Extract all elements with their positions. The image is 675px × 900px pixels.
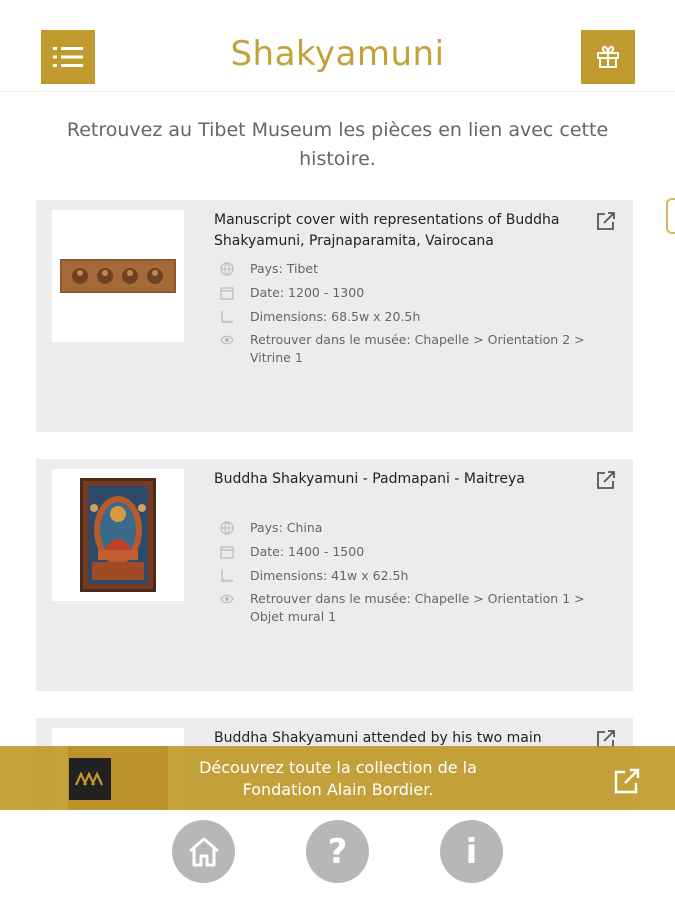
gift-button[interactable] [581,30,635,84]
intro-text: Retrouvez au Tibet Museum les pièces en lien avec cette histoire. [66,119,609,170]
question-icon: ? [327,831,348,872]
ruler-icon [220,310,234,324]
globe-icon [220,262,234,276]
item-location: Retrouver dans le musée: Chapelle > Orientation 2 > Vitrine 1 [220,331,600,367]
home-button[interactable] [172,820,235,883]
item-title[interactable]: Manuscript cover with representations of Buddha Shakyamuni, Prajnaparamita, Vairocana [214,212,560,249]
item-title[interactable]: Buddha Shakyamuni attended by his two main [214,730,542,746]
item-title[interactable]: Buddha Shakyamuni - Padmapani - Maitreya [214,471,525,487]
scroll-handle[interactable] [666,198,675,234]
item-country: Pays: China [220,519,600,537]
app-header [0,0,675,92]
item-dimensions: Dimensions: 41w x 62.5h [220,567,600,585]
foundation-logo-icon [69,758,111,800]
bottom-navigation [0,810,675,900]
collection-item-card[interactable] [36,459,633,691]
globe-icon [220,521,234,535]
page-title: Shakyamuni [230,34,445,74]
manuscript-cover-image [60,259,176,293]
item-country: Pays: Tibet [220,260,600,278]
home-icon [187,836,221,868]
gift-icon [595,44,621,70]
info-button[interactable] [440,820,503,883]
item-date: Date: 1200 - 1300 [220,284,600,302]
item-thumbnail[interactable] [52,469,184,601]
item-thumbnail[interactable] [52,210,184,342]
item-dimensions: Dimensions: 68.5w x 20.5h [220,308,600,326]
calendar-icon [220,286,234,300]
ruler-icon [220,569,234,583]
collection-banner[interactable] [0,746,675,810]
eye-icon [220,333,234,347]
banner-text[interactable]: Découvrez toute la collection de la Fondation Alain Bordier. [199,758,477,799]
eye-icon [220,592,234,606]
item-date: Date: 1400 - 1500 [220,543,600,561]
external-link-icon[interactable] [613,767,641,795]
external-link-icon[interactable] [595,210,617,232]
info-icon: i [465,831,478,872]
item-location: Retrouver dans le musée: Chapelle > Orientation 1 > Objet mural 1 [220,590,600,626]
help-button[interactable] [306,820,369,883]
collection-item-card[interactable] [36,200,633,432]
external-link-icon[interactable] [595,469,617,491]
buddha-painting-image [80,478,156,592]
calendar-icon [220,545,234,559]
